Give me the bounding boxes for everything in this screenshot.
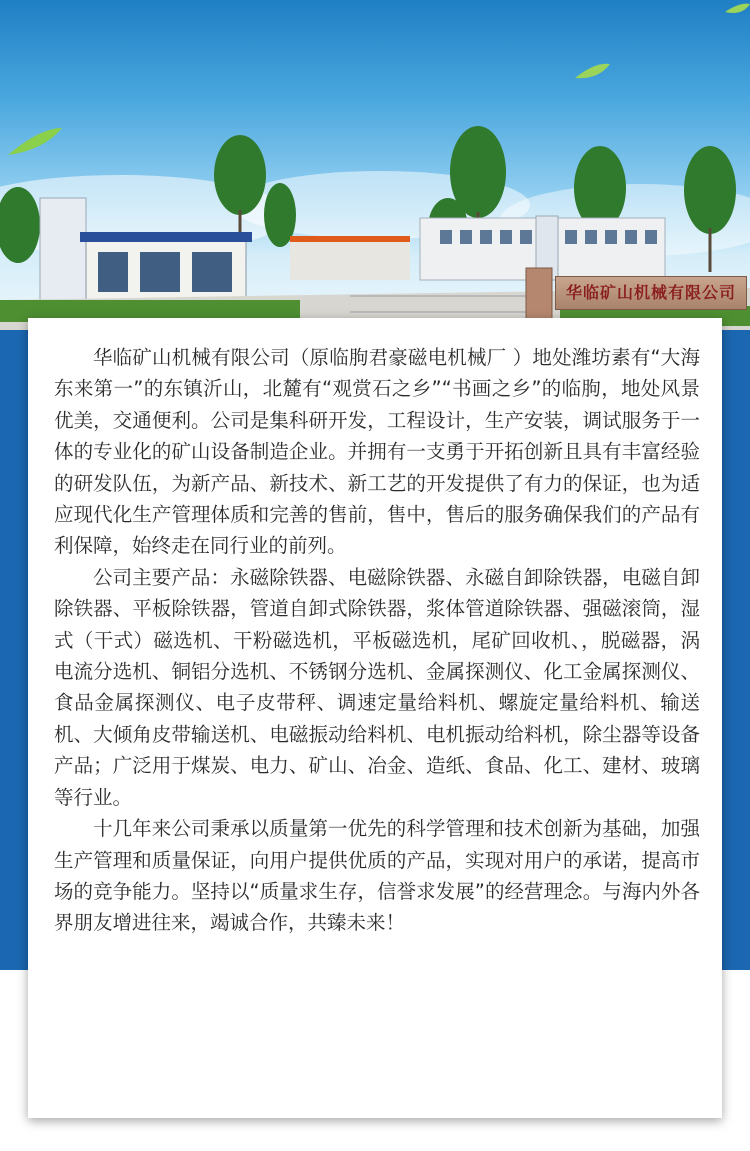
leaf-icon bbox=[8, 128, 62, 155]
leaf-icon bbox=[575, 64, 610, 78]
company-intro-text bbox=[54, 342, 700, 939]
intro-paragraph-3: 十几年来公司秉承以质量第一优先的科学管理和技术创新为基础，加强生产管理和质量保证，向用户提供优质的产品，实现对用户的承诺，提高市场的竞争能力。坚持以“质量求生存，信誉求发展”的经营理念。与海内外各界朋友增进往来，竭诚合作，共臻未来！ bbox=[54, 817, 700, 935]
factory-banner bbox=[0, 0, 750, 330]
intro-paragraph-2: 公司主要产品：永磁除铁器、电磁除铁器、永磁自卸除铁器，电磁自卸除铁器、平板除铁器，管道自卸式除铁器，浆体管道除铁器、强磁滚筒，湿式（干式）磁选机、干粉磁选机，平板磁选机，尾矿回收机、，脱磁器，涡电流分选机、铜铝分选机、不锈钢分选机、金属探测仪、化工金属探测仪、食品金属探测仪、电子皮带秤、调速定量给料机、螺旋定量给料机、输送机、大倾角皮带输送机、电磁振动给料机、电机振动给料机，除尘器等设备产品；广泛用于煤炭、电力、矿山、冶金、造纸、食品、化工、建材、玻璃等行业。 bbox=[54, 565, 700, 809]
leaf-icon bbox=[725, 4, 750, 13]
company-sign-text: 华临矿山机械有限公司 bbox=[565, 283, 736, 302]
intro-paragraph-1: 华临矿山机械有限公司（原临朐君豪磁电机械厂 ）地处潍坊素有“大海东来第一”的东镇沂山，北麓有“观赏石之乡”“书画之乡”的临朐，地处风景优美，交通便利。公司是集科研开发，工程设计，生产安装，调试服务于一体的专业化的矿山设备制造企业。并拥有一支勇于开拓创新且具有丰富经验的研发队伍，为新产品、新技术、新工艺的开发提供了有力的保证，也为适应现代化生产管理体质和完善的售前，售中，售后的服务确保我们的产品有利保障，始终走在同行业的前列。 bbox=[54, 346, 700, 558]
company-sign bbox=[555, 276, 747, 310]
